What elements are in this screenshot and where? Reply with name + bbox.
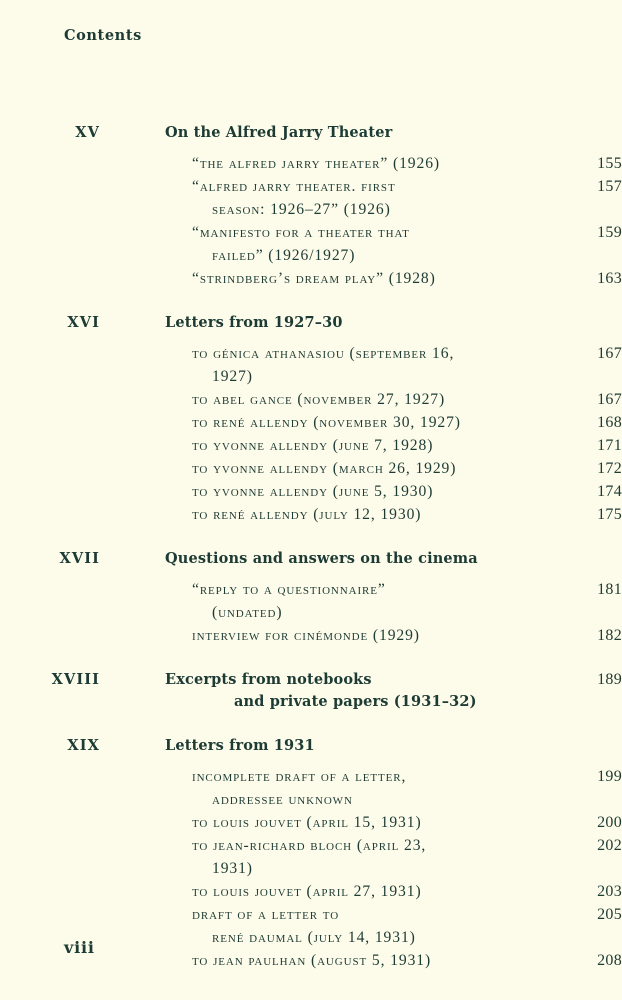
entry-title: to jean paulhan (august 5, 1931) <box>192 952 432 969</box>
chapter-title-continuation: and private papers (1931–32) <box>234 693 477 710</box>
chapter-spacer <box>0 713 622 735</box>
table-of-contents <box>0 122 622 994</box>
entry-title: incomplete draft of a letter, addressee unknown <box>192 765 492 811</box>
chapter-heading[interactable] <box>0 122 622 144</box>
chapter-numeral: XIX <box>67 737 100 754</box>
chapter-numeral: XVII <box>59 550 100 567</box>
entry-title-continuation: season: 1926–27” (1926) <box>212 201 391 218</box>
entry-title: “the alfred jarry theater” (1926) <box>192 155 440 172</box>
chapter-spacer <box>0 647 622 669</box>
chapter-entry-list <box>0 342 622 526</box>
entry-title: to louis jouvet (april 15, 1931) <box>192 814 422 831</box>
entry-title: draft of a letter to rené daumal (july 14, 1931) <box>192 903 492 949</box>
entry-title-continuation: 1927) <box>212 368 253 385</box>
toc-entry[interactable] <box>0 267 622 290</box>
chapter-title: On the Alfred Jarry Theater <box>165 124 393 141</box>
entry-title-continuation: failed” (1926/1927) <box>212 247 356 264</box>
chapter-spacer <box>0 290 622 312</box>
entry-title: to rené allendy (november 30, 1927) <box>192 414 461 431</box>
entry-title-continuation: 1931) <box>212 860 253 877</box>
entry-page-number: 159 <box>597 224 622 241</box>
chapter-title: Letters from 1931 <box>165 737 315 754</box>
entry-title: “strindberg’s dream play” (1928) <box>192 270 436 287</box>
entry-title: to génica athanasiou (september 16, 1927) <box>192 342 492 388</box>
entry-page-number: 202 <box>597 837 622 854</box>
entry-title: “alfred jarry theater. first season: 1926–27” (1926) <box>192 175 492 221</box>
entry-title-continuation: addressee unknown <box>212 791 353 808</box>
entry-page-number: 205 <box>597 906 622 923</box>
entry-page-number: 172 <box>597 460 622 477</box>
chapter-spacer <box>0 972 622 994</box>
chapter-page-number: 189 <box>597 671 622 688</box>
toc-entry[interactable] <box>0 834 622 880</box>
chapter-numeral: XVIII <box>51 671 100 688</box>
toc-entry[interactable] <box>0 503 622 526</box>
entry-page-number: 167 <box>597 345 622 362</box>
chapter-numeral: XVI <box>67 314 100 331</box>
entry-title: to abel gance (november 27, 1927) <box>192 391 446 408</box>
entry-title: to jean-richard bloch (april 23, 1931) <box>192 834 492 880</box>
entry-title: “manifesto for a theater that failed” (1926/1927) <box>192 221 492 267</box>
toc-entry[interactable] <box>0 811 622 834</box>
chapter-spacer <box>0 526 622 548</box>
toc-entry[interactable] <box>0 175 622 221</box>
entry-title: to louis jouvet (april 27, 1931) <box>192 883 422 900</box>
chapter-title: Questions and answers on the cinema <box>165 550 478 567</box>
toc-chapter <box>0 548 622 669</box>
entry-page-number: 155 <box>597 155 622 172</box>
chapter-title: Letters from 1927–30 <box>165 314 343 331</box>
toc-entry[interactable] <box>0 388 622 411</box>
toc-entry[interactable] <box>0 578 622 624</box>
toc-entry[interactable] <box>0 411 622 434</box>
running-head: Contents <box>64 27 142 44</box>
entry-title-continuation: (undated) <box>212 604 283 621</box>
toc-entry[interactable] <box>0 342 622 388</box>
entry-title: to yvonne allendy (june 5, 1930) <box>192 483 434 500</box>
toc-chapter <box>0 122 622 312</box>
toc-entry[interactable] <box>0 152 622 175</box>
page-folio: viii <box>64 938 95 957</box>
toc-entry[interactable] <box>0 457 622 480</box>
toc-entry[interactable] <box>0 434 622 457</box>
entry-page-number: 157 <box>597 178 622 195</box>
entry-page-number: 171 <box>597 437 622 454</box>
toc-entry[interactable] <box>0 624 622 647</box>
entry-title: interview for cinémonde (1929) <box>192 627 420 644</box>
toc-entry[interactable] <box>0 765 622 811</box>
entry-page-number: 182 <box>597 627 622 644</box>
entry-title-continuation: rené daumal (july 14, 1931) <box>212 929 416 946</box>
entry-title: to yvonne allendy (june 7, 1928) <box>192 437 434 454</box>
entry-page-number: 200 <box>597 814 622 831</box>
entry-title: to yvonne allendy (march 26, 1929) <box>192 460 457 477</box>
chapter-numeral: XV <box>75 124 100 141</box>
entry-title: “reply to a questionnaire” (undated) <box>192 578 492 624</box>
toc-entry[interactable] <box>0 221 622 267</box>
entry-page-number: 175 <box>597 506 622 523</box>
entry-page-number: 163 <box>597 270 622 287</box>
toc-entry[interactable] <box>0 480 622 503</box>
entry-title: to rené allendy (july 12, 1930) <box>192 506 422 523</box>
entry-page-number: 203 <box>597 883 622 900</box>
entry-page-number: 181 <box>597 581 622 598</box>
entry-page-number: 167 <box>597 391 622 408</box>
chapter-entry-list <box>0 152 622 290</box>
entry-page-number: 199 <box>597 768 622 785</box>
entry-page-number: 168 <box>597 414 622 431</box>
entry-page-number: 174 <box>597 483 622 500</box>
toc-chapter <box>0 669 622 735</box>
chapter-heading[interactable] <box>0 669 622 713</box>
toc-entry[interactable] <box>0 880 622 903</box>
entry-page-number: 208 <box>597 952 622 969</box>
chapter-entry-list <box>0 578 622 647</box>
toc-chapter <box>0 312 622 548</box>
chapter-heading[interactable] <box>0 548 622 570</box>
chapter-heading[interactable] <box>0 312 622 334</box>
chapter-title: Excerpts from notebooks and private papers (1931–32) <box>165 669 558 713</box>
chapter-heading[interactable] <box>0 735 622 757</box>
